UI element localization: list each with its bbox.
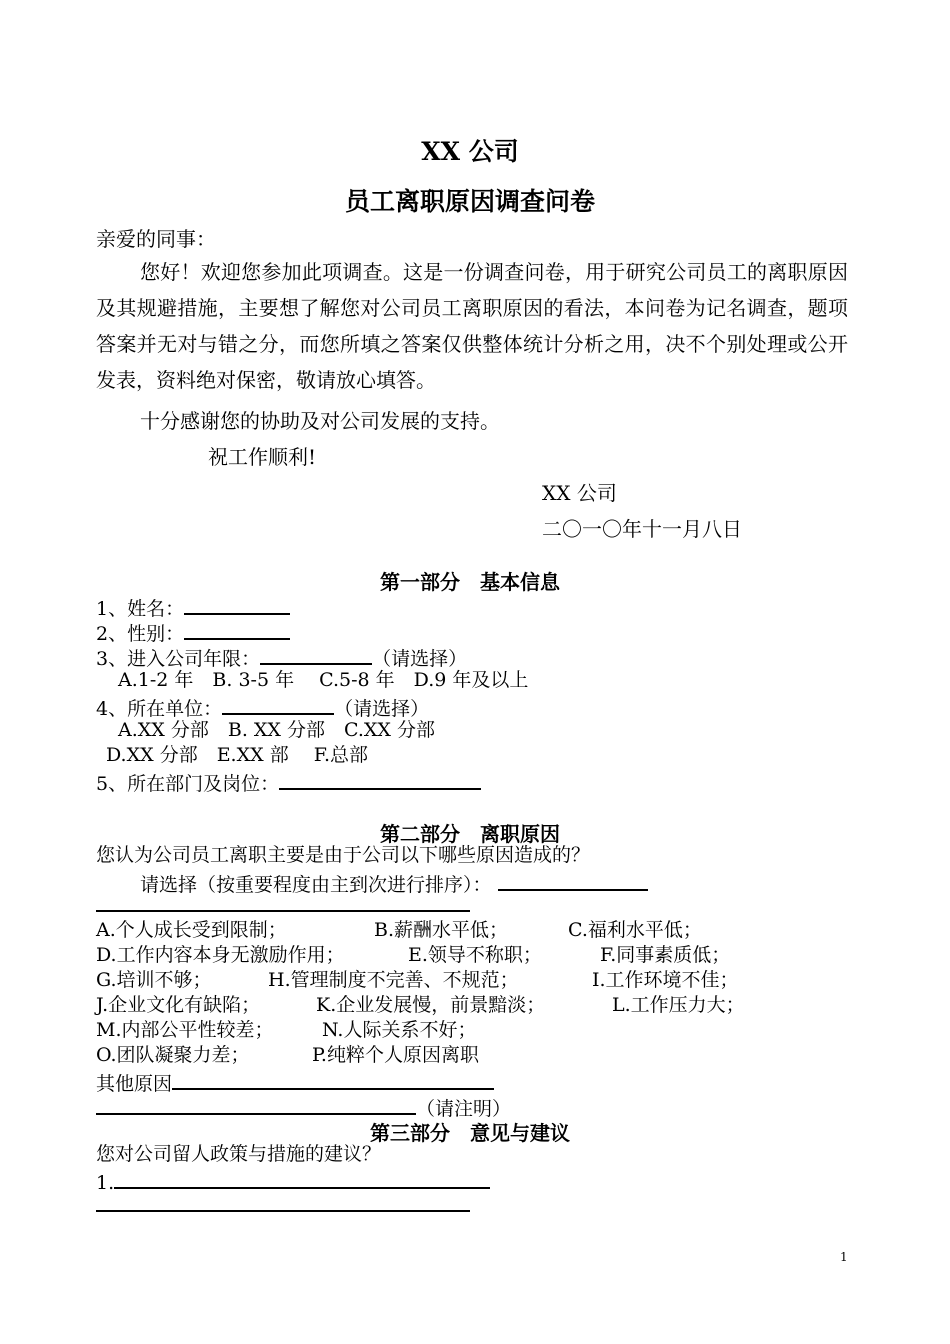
intro-paragraph: 您好！欢迎您参加此项调查。这是一份调查问卷，用于研究公司员工的离职原因及其规避措施，主要想了解您对公司员工离职原因的看法，本问卷为记名调查，题项答案并无对与错之分，而您所填之答案仅供整体统计分析之用，决不个别处理或公开发表，资料绝对保密，敬请放心填答。: [96, 260, 848, 392]
other-blank-2[interactable]: [96, 1093, 416, 1115]
option-h: H.管理制度不完善、不规范；: [268, 969, 519, 991]
option-a: A.个人成长受到限制；: [96, 919, 287, 941]
ranking-instruction: 请选择（按重要程度由主到次进行排序）：: [140, 874, 492, 896]
ranking-row: [140, 869, 648, 898]
part2-heading: 第二部分 离职原因: [380, 822, 560, 846]
q4-options-1: A.XX 分部 B. XX 分部 C.XX 分部: [118, 719, 435, 741]
suggestion-blank-1[interactable]: [114, 1167, 490, 1189]
suggestion-blank-2[interactable]: [96, 1210, 470, 1212]
option-m: M.内部公平性较差；: [96, 1019, 274, 1041]
q5-label: 5、所在部门及岗位：: [96, 773, 280, 795]
option-l: L.工作压力大；: [612, 994, 745, 1016]
questionnaire-title: 员工离职原因调查问卷: [344, 187, 595, 216]
q3-hint: （请选择）: [372, 648, 468, 670]
option-b: B.薪酬水平低；: [374, 919, 509, 941]
option-j: J.企业文化有缺陷；: [96, 994, 261, 1016]
part3-heading: 第三部分 意见与建议: [370, 1121, 570, 1145]
option-g: G.培训不够；: [96, 969, 212, 991]
option-f: F.同事素质低；: [600, 944, 731, 966]
other-label: 其他原因: [96, 1073, 173, 1095]
part1-heading: 第一部分 基本信息: [380, 570, 560, 594]
page-number: 1: [840, 1250, 848, 1264]
suggestion-number: 1.: [96, 1172, 115, 1194]
q1-label: 1、姓名：: [96, 598, 185, 620]
q3-label: 3、进入公司年限：: [96, 648, 261, 670]
unit-blank[interactable]: [222, 693, 334, 715]
name-blank[interactable]: [184, 593, 290, 615]
wish-line: 祝工作顺利!: [208, 445, 317, 469]
q4-hint: （请选择）: [334, 698, 430, 720]
other-hint: （请注明）: [416, 1098, 512, 1120]
company-title: XX 公司: [421, 137, 519, 166]
q3-options: A.1-2 年 B. 3-5 年 C.5-8 年 D.9 年及以上: [118, 669, 529, 691]
date: 二〇一〇年十一月八日: [542, 517, 742, 541]
ranking-blank-line[interactable]: [96, 910, 470, 912]
option-o: O.团队凝聚力差；: [96, 1044, 250, 1066]
option-k: K.企业发展慢，前景黯淡；: [316, 994, 546, 1016]
part2-question: 您认为公司员工离职主要是由于公司以下哪些原因造成的？: [96, 844, 591, 866]
q5-row: [96, 768, 481, 797]
option-n: N.人际关系不好；: [322, 1019, 477, 1041]
option-i: I.工作环境不佳；: [592, 969, 739, 991]
part3-question: 您对公司留人政策与措施的建议？: [96, 1143, 382, 1165]
ranking-blank[interactable]: [498, 869, 648, 891]
option-p: P.纯粹个人原因离职: [312, 1044, 479, 1066]
option-c: C.福利水平低；: [568, 919, 702, 941]
years-blank[interactable]: [260, 643, 372, 665]
gender-blank[interactable]: [184, 618, 290, 640]
q4-options-2: D.XX 分部 E.XX 部 F.总部: [106, 744, 368, 766]
other-blank[interactable]: [172, 1068, 494, 1090]
thanks-line: 十分感谢您的协助及对公司发展的支持。: [140, 409, 500, 433]
suggestion-row-1: [96, 1167, 490, 1196]
dept-blank[interactable]: [279, 768, 481, 790]
q2-label: 2、性别：: [96, 623, 185, 645]
option-e: E.领导不称职；: [408, 944, 542, 966]
option-d: D.工作内容本身无激励作用；: [96, 944, 345, 966]
q4-label: 4、所在单位：: [96, 698, 223, 720]
signature: XX 公司: [542, 481, 617, 505]
greeting: 亲爱的同事：: [96, 227, 216, 251]
